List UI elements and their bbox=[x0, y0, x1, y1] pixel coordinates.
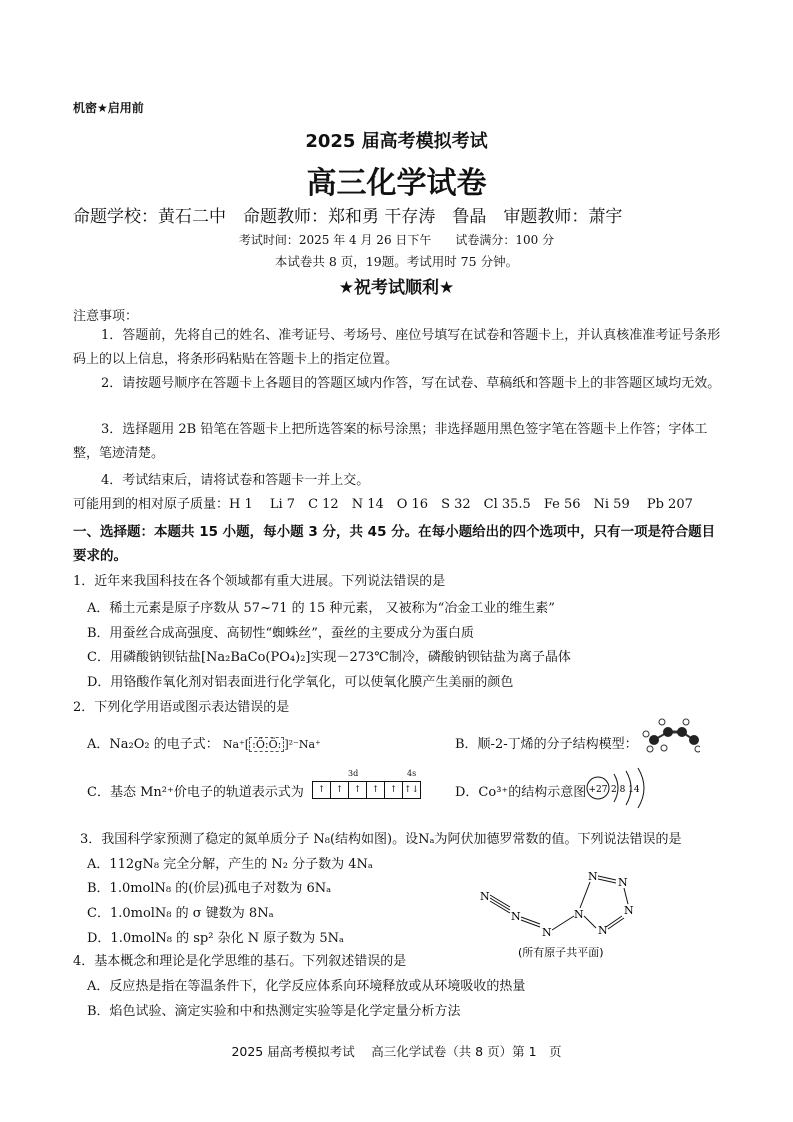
atomic-masses: 可能用到的相对原子质量：H 1 Li 7 C 12 N 14 O 16 S 32 Cl 35.5 Fe 56 Ni 59 Pb 207 bbox=[73, 497, 693, 512]
note-item: 1．答题前，先将自己的姓名、准考证号、考场号、座位号填写在试卷和答题卡上，并认真核准准考证号条形码上的以上信息，将条形码粘贴在答题卡上的指定位置。 bbox=[73, 328, 721, 367]
electron-formula-left: Na⁺[ bbox=[222, 738, 250, 751]
exam-title: 2025 届高考模拟考试 bbox=[305, 131, 488, 152]
page-footer: 2025 届高考模拟考试 高三化学试卷（共 8 页）第 1 页 bbox=[231, 1044, 562, 1059]
n-atom-label: N bbox=[588, 870, 598, 883]
q1-option-c: C．用磷酸钠钡钴盐[Na₂BaCo(PO₄)₂]实现－273℃制冷，磷酸钠钡钴盐为离子晶体 bbox=[87, 650, 571, 665]
timing-line: 考试时间：2025 年 4 月 26 日下午 试卷满分：100 分 bbox=[238, 233, 555, 247]
n-atom-label: N bbox=[624, 904, 634, 917]
orbital-4s-label: 4s bbox=[407, 769, 417, 778]
q1-stem: 1．近年来我国科技在各个领域都有重大进展。下列说法错误的是 bbox=[73, 574, 446, 589]
n-atom-label: N bbox=[480, 890, 490, 903]
n8-structure-figure bbox=[478, 864, 648, 962]
orbital-3d-label: 3d bbox=[348, 769, 359, 778]
n-atom-label: N bbox=[574, 908, 584, 921]
q2-option-b: B．顺-2-丁烯的分子结构模型： bbox=[455, 737, 638, 752]
note-item: 4．考试结束后，请将试卷和答题卡一并上交。 bbox=[101, 473, 370, 488]
q2-option-a-label: A．Na₂O₂ 的电子式： bbox=[87, 737, 219, 752]
n-atom-label: N bbox=[598, 924, 608, 937]
q3-option-c: C．1.0molN₈ 的 σ 键数为 8Nₐ bbox=[87, 906, 274, 921]
q2-stem: 2．下列化学用语或图示表达错误的是 bbox=[73, 700, 290, 715]
note-item: 2．请按题号顺序在答题卡上各题目的答题区域内作答，写在试卷、草稿纸和答题卡上的非答题区域均无效。 bbox=[101, 376, 721, 391]
figure-caption: (所有原子共平面) bbox=[518, 946, 604, 959]
q3-stem: 3．我国科学家预测了稳定的氮单质分子 N₈(结构如图)。设Nₐ为阿伏加德罗常数的值。下列说法错误的是 bbox=[80, 832, 682, 847]
cis-butene-model bbox=[640, 718, 700, 754]
co-ion-structure-diagram bbox=[584, 766, 674, 810]
setters-line: 命题学校：黄石二中 命题教师：郑和勇 干存涛 鲁晶 审题教师：萧宇 bbox=[73, 207, 623, 227]
pages-info: 本试卷共 8 页，19题。考试用时 75 分钟。 bbox=[274, 254, 519, 269]
nucleus-charge: +27 bbox=[588, 785, 608, 795]
n-atom-label: N bbox=[511, 910, 521, 923]
q3-option-a: A．112gN₈ 完全分解，产生的 N₂ 分子数为 4Nₐ bbox=[87, 857, 373, 872]
q3-option-d: D．1.0molN₈ 的 sp² 杂化 N 原子数为 5Nₐ bbox=[87, 931, 345, 946]
q1-option-a: A．稀土元素是原子序数从 57~71 的 15 种元素， 又被称为“冶金工业的维生素” bbox=[87, 601, 555, 616]
orbital-3d-boxes: ↑ ↑ ↑ ↑ ↑ bbox=[312, 781, 403, 799]
section-heading: 一、选择题：本题共 15 小题，每小题 3 分，共 45 分。在每小题给出的四个选项中，只有一项是符合题目要求的。 bbox=[73, 524, 716, 564]
n-atom-label: N bbox=[542, 926, 552, 939]
q4-option-b: B．焰色试验、滴定实验和中和热测定实验等是化学定量分析方法 bbox=[87, 1004, 461, 1019]
electron-formula-right: ]²⁻Na⁺ bbox=[284, 738, 321, 751]
q3-option-b: B．1.0molN₈ 的(价层)孤电子对数为 6Nₐ bbox=[87, 881, 332, 896]
q4-option-a: A．反应热是指在等温条件下，化学反应体系向环境释放或从环境吸收的热量 bbox=[87, 979, 526, 994]
orbital-4s-box: ↑↓ bbox=[402, 781, 421, 799]
q1-option-d: D．用铬酸作氧化剂对铝表面进行化学氧化，可以使氧化膜产生美丽的颜色 bbox=[87, 675, 514, 690]
notes-title: 注意事项： bbox=[73, 309, 139, 324]
electron-formula-core: :Ö:Ö: bbox=[249, 737, 284, 752]
q2-option-a bbox=[87, 733, 321, 752]
q4-stem: 4．基本概念和理论是化学思维的基石。下列叙述错误的是 bbox=[73, 954, 407, 969]
note-item: 3．选择题用 2B 铅笔在答题卡上把所选答案的标号涂黑；非选择题用黑色签字笔在答题卡上作答；字体工整，笔迹清楚。 bbox=[73, 422, 708, 461]
shell-electrons: 2 8 14 bbox=[611, 785, 640, 795]
n-atom-label: N bbox=[618, 876, 628, 889]
paper-title: 高三化学试卷 bbox=[306, 166, 487, 201]
confidential-label: 机密★启用前 bbox=[73, 101, 144, 115]
q1-option-b: B．用蚕丝合成高强度、高韧性“蜘蛛丝”，蚕丝的主要成分为蛋白质 bbox=[87, 626, 474, 641]
good-luck-line: ★祝考试顺利★ bbox=[338, 278, 455, 298]
q2-option-c: C．基态 Mn²⁺价电子的轨道表示式为 bbox=[87, 785, 304, 800]
q2-option-d: D．Co³⁺的结构示意图 bbox=[455, 785, 587, 800]
